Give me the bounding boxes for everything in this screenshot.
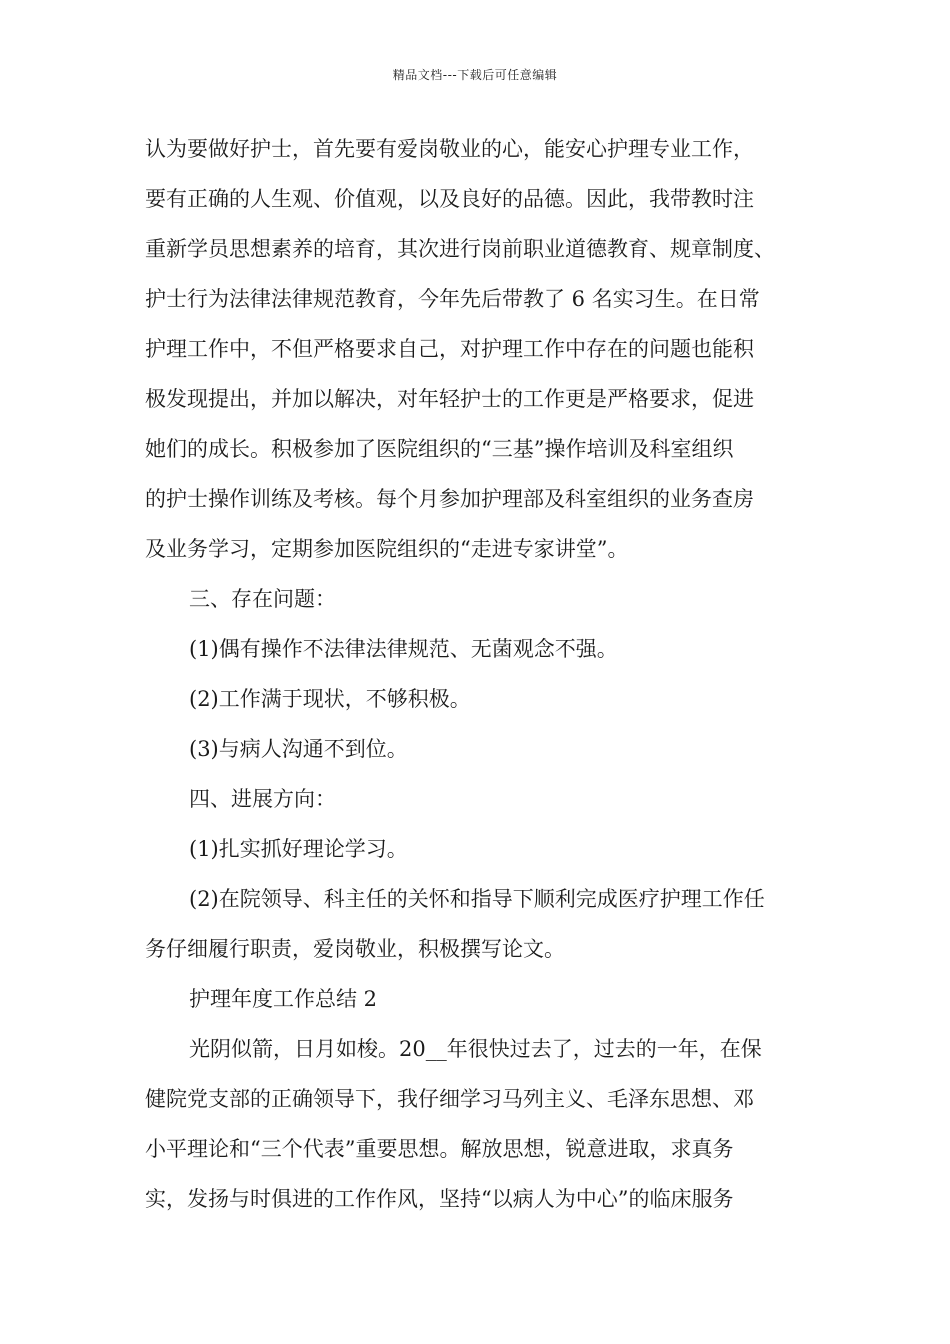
text-line: 实，发扬与时俱进的工作作风，坚持“以病人为中心”的临床服务	[145, 1187, 734, 1211]
text-line: 她们的成长。积极参加了医院组织的“三基”操作培训及科室组织	[145, 437, 734, 461]
text-line: 及业务学习，定期参加医院组织的“走进专家讲堂”。	[145, 537, 629, 561]
text-line: 护理年度工作总结 2	[189, 987, 378, 1011]
text-line: 要有正确的人生观、价值观，以及良好的品德。因此，我带教时注	[145, 187, 754, 211]
text-line: 的护士操作训练及考核。每个月参加护理部及科室组织的业务查房	[145, 487, 754, 511]
text-line: 健院党支部的正确领导下，我仔细学习马列主义、毛泽东思想、邓	[145, 1087, 754, 1111]
text-line: 小平理论和“三个代表”重要思想。解放思想，锐意进取，求真务	[145, 1137, 734, 1161]
text-line: (3)与病人沟通不到位。	[189, 737, 408, 761]
text-line: 重新学员思想素养的培育，其次进行岗前职业道德教育、规章制度、	[145, 237, 775, 261]
text-line: 极发现提出，并加以解决，对年轻护士的工作更是严格要求，促进	[145, 387, 754, 411]
text-line: (1)扎实抓好理论学习。	[189, 837, 408, 861]
text-line: (1)偶有操作不法律法律规范、无菌观念不强。	[189, 637, 618, 661]
document-body	[145, 124, 817, 1224]
page-header: 精品文档---下载后可任意编辑	[392, 68, 558, 82]
text-line: (2)工作满于现状，不够积极。	[189, 687, 471, 711]
text-line: 务仔细履行职责，爱岗敬业，积极撰写论文。	[145, 937, 565, 961]
text-line: 光阴似箭，日月如梭。20__年很快过去了，过去的一年，在保	[189, 1037, 762, 1061]
text-line: 三、存在问题：	[189, 587, 336, 611]
text-line: 认为要做好护士，首先要有爱岗敬业的心，能安心护理专业工作，	[145, 137, 754, 161]
text-line: 护士行为法律法律规范教育，今年先后带教了 6 名实习生。在日常	[145, 287, 760, 311]
text-line: 护理工作中，不但严格要求自己，对护理工作中存在的问题也能积	[145, 337, 754, 361]
text-line: 四、进展方向：	[189, 787, 336, 811]
text-line: (2)在院领导、科主任的关怀和指导下顺利完成医疗护理工作任	[189, 887, 765, 911]
